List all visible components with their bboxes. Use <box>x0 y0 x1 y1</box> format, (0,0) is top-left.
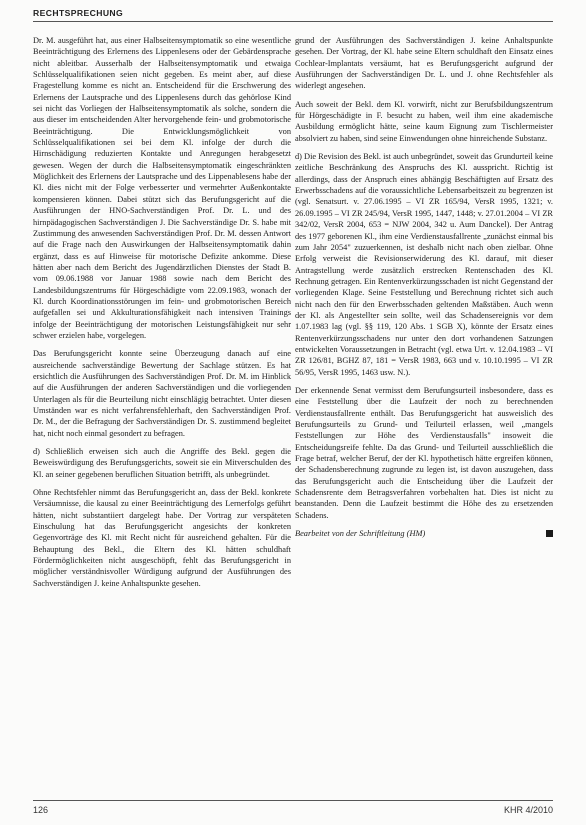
footer-rule <box>33 800 553 801</box>
left-paragraph: Dr. M. ausgeführt hat, aus einer Halbseitensymptomatik so eine wesentliche Beeinträchtigung des Erlernens des Lippenlesens oder der Gebärdensprache nicht ableitbar. Ausserhalb der Halbseitensymptomatik und etwaiga Schlüsselqualifikationen seien nicht gegeben. Es meint aber, auf diese Fragestellung komme es nicht an. Entscheidend für die Erschwerung des Erlernens der Lautsprache und des Lippenlesens durch das gehörlose Kind sei nicht das Vorliegen der Halbseitensymptomatik als solche, sondern die aus dieser im entscheidenden Alter hervorgehende fein- und grobmotorische Beeinträchtigung. Die Entwicklungsmöglichkeit von Schlüsselqualifikationen sei bei dem Kl. infolge der durch die Hirnschädigung reduzierten Kontakte und Anregungen herabgesetzt gewesen. Wegen der durch die Halbseitensymptomatik eingeschränkten Möglichkeit des Erlernens der Lautsprache und des Lippenablesens habe der Kl. dies nicht mit der Folge verbesserter und vermehrter Außenkontakte kompensieren können. Dabei stützt sich das Berufungsgericht auf die Ausführungen der HNO-Sachverständigen Prof. Dr. L. und des hirnpädagogischen Sachverständigen J. Die Sachverständige Dr. S. habe mit Zustimmung des anwesenden Sachverständigen Prof. Dr. M. dessen Antwort auf die Frage nach den Auswirkungen der Halbseitensymptomatik dahin ergänzt, dass es auf Hinweise für motorische Defizite ankomme. Diese hätten aber nach dem Bericht des Jugendärztlichen Dienstes der Stadt B. vom 09.06.1988 vor Januar 1988 sowie nach dem Bericht des Landesbildungszentrums für Hörgeschädigte vom 22.09.1983, wonach der Kl. durch Koordinationsstörungen im fein- und grobmotorischen Bereich aufgefallen sei und Akkulturationsfähigkeit nach intensiven Trainings infolge der Beeinträchtigung der motorischen Leistungsfähigkeit nur sehr schwer erzielen habe, vorgelegen. <box>33 36 291 340</box>
signature-row <box>295 528 553 539</box>
right-paragraph: d) Die Revision des Bekl. ist auch unbegründet, soweit das Grundurteil keine zeitliche Beschränkung des Anspruchs des Kl. ausspricht. Richtig ist allerdings, dass der Anspruch eines abhängig Beschäftigten auf Ersatz des Erwerbsschadens auf die voraussichtliche Lebensarbeitszeit zu begrenzen ist (vgl. Senatsurt. v. 27.06.1995 – VI ZR 165/94, VersR 1995, 1321; v. 26.09.1995 – VI ZR 245/94, VersR 1995, 1447, 1448; v. 27.01.2004 – VI ZR 342/02, VersR 2004, 653 = NJW 2004, 342 u. Aum Danckel). Der Antrag des 1977 geborenen Kl., ihm eine Verdienstausfallrente „zunächst einmal bis zum Jahr 2054" zuzuerkennen, ist deshalb nicht nach oben zielbar. Ohne Erfolg verweist die Revisionserwiderung des Kl. darauf, mit dieser Antragstellung werde zusätzlich erstrecken Rentenschaden des Kl. Rechnung getragen. Ein Rentenverkürzungsschaden ist nicht Gegenstand der vorliegenden Klage. Seine Feststellung und Berechnung richtet sich auch nicht nach den für den Erwerbsschaden geltenden Maßstäben. Auch wenn der Kl. als Angestellter sein sollte, weil das Schadensereignis vor dem 1.07.1983 lag (vgl. §§ 119, 120 Abs. 1 SGB X), könnte der Ersatz eines Rentenverkürzungsschadens nur unter den dort vorhandenen Satzungen entwickelten Voraussetzungen in Betracht (vgl. etwa Urt. v. 12.04.1983 – VI ZR 126/81, BGHZ 87, 181 = VersR 1983, 663 und v. 10.10.1995 – VI ZR 56/95, VersR 1995, 1463 usw. N.). <box>295 152 553 377</box>
right-paragraph: grund der Ausführungen des Sachverständigen J. keine Anhaltspunkte gesehen. Der Vortrag, der Kl. habe seine Eltern schuldhaft den Einsatz eines Cochlear-Implantats versäumt, hat es Berufungsgericht aufgrund der Ausführungen der Sachverständigen Dr. L. und J. ohne Rechtsfehler als widerlegt angesehen. <box>295 36 553 91</box>
left-paragraph: Das Berufungsgericht konnte seine Überzeugung danach auf eine ausreichende sachverständige Bewertung der Sachlage stützen. Es hat ersichtlich die Ausführungen des Sachverständigen Prof. Dr. M. im Hinblick auf die Ausführungen der anderen Sachverständigen und die vorliegenden Unterlagen als für die Beurteilung nicht einschlägig betrachtet. Unter diesen Umständen war es nicht verfahrensfehlerhaft, den Sachverständigen Prof. Dr. M., der die Befragung der Sachverständigen Dr. S. zustimmend begleitet hat, nicht noch einmal gesondert zu befragen. <box>33 349 291 438</box>
left-paragraph: Ohne Rechtsfehler nimmt das Berufungsgericht an, dass der Bekl. konkrete Versäumnisse, die kausal zu einer Beeinträchtigung des Lernerfolgs geführt hätten, nicht substantiiert dargelegt habe. Der Vortrag zur verspäteten Einschulung hat das Berufungsgericht angesichts der konkreten Gegenvorträge des Kl. mit Recht nicht für ausreichend gehalten. Für die Behauptung des Bekl., die Eltern des Kl. hätten schuldhaft Fördermöglichkeiten nicht ausgeschöpft, fehlt das Berufungsgericht in möglicher verständnisvoller Würdigung aufgrund der Ausführungen des Sachverständigen J. keine Anhaltspunkte gesehen. <box>33 488 291 588</box>
right-paragraph: Der erkennende Senat vermisst dem Berufungsurteil insbesondere, dass es eine Feststellung über die Laufzeit der noch zu berechnenden Verdienstausfallrente enthält. Das Berufungsgericht hat ausweislich des Berufungsurteils zu Grund- und Teilurteil erlassen, weil „mangels Feststellungen zur Höhe des Verdienstausfalls" insoweit die Entscheidungsreife fehlte. Da das Grund- und Teilurteil ausschließlich die Frage betraf, welcher Beruf, der der Kl. hypothetisch hätte ergreifen können, der Schadensberechnung zugrunde zu legen ist, ist davon auszugehen, dass das Berufungsgericht auch die Entscheidung über die Laufzeit der Schadensrente dem Betragsverfahren vorbehalten hat. Dies ist nicht zu beanstanden. Denn die Laufzeit bestimmt die Höhe des zu ersetzenden Schadens. <box>295 385 553 520</box>
left-paragraph: d) Schließlich erweisen sich auch die Angriffe des Bekl. gegen die Beweiswürdigung des Berufungsgerichts, soweit sie ein Mitverschulden des Kl. an seiner gegebenen beruflichen Situation betrifft, als unbegründet. <box>33 447 291 479</box>
right-column <box>295 35 553 539</box>
left-column <box>33 35 291 596</box>
section-label: RECHTSPRECHUNG <box>33 8 124 18</box>
end-of-article-icon <box>546 530 553 537</box>
header-rule <box>33 21 553 22</box>
right-paragraph: Auch soweit der Bekl. dem Kl. vorwirft, nicht zur Berufsbildungszentrum für Hörgeschädigte in F. besucht zu haben, weil ihm eine akademische Ausbildung ermöglicht hätte, seine kaum Eignung zum Tischlermeister absolviert zu haben, sind seine Einwendungen ohne hinreichende Substanz. <box>295 99 553 143</box>
editor-signature: Bearbeitet von der Schriftleitung (HM) <box>295 529 426 539</box>
journal-issue: KHR 4/2010 <box>503 805 553 815</box>
page-number: 126 <box>33 805 49 815</box>
